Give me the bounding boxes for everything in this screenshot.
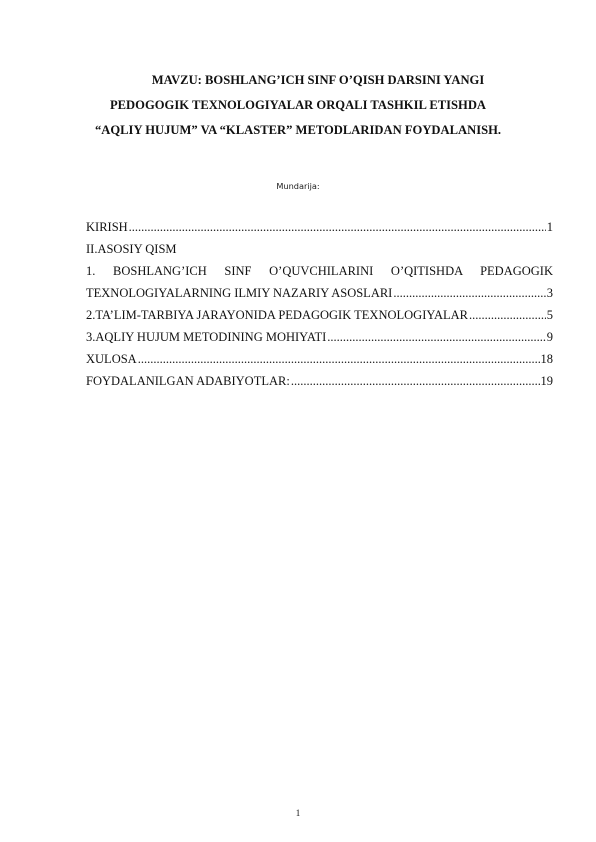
toc-page-number: 5 (546, 308, 553, 322)
toc-page-number: 3 (546, 286, 553, 300)
toc-entry-xulosa[interactable] (86, 348, 553, 370)
title-line-3: “AQLIY HUJUM” VA “KLASTER” METODLARIDAN FOYDALANISH. (94, 123, 502, 137)
title-line-2: PEDOGOGIK TEXNOLOGIYALAR ORQALI TASHKIL ETISHDA (109, 98, 487, 112)
toc-page-number: 1 (546, 220, 553, 234)
toc-leader (129, 216, 546, 238)
toc-entry-2[interactable] (86, 304, 553, 326)
table-of-contents (86, 216, 553, 392)
toc-entry-kirish[interactable] (86, 216, 553, 238)
toc-page-number: 18 (540, 352, 553, 366)
toc-entry-adabiyotlar[interactable] (86, 370, 553, 392)
contents-heading: Mundarija: (276, 181, 320, 191)
document-title (60, 68, 536, 143)
toc-entry-1-line-1[interactable]: 1. BOSHLANG’ICH SINF O’QUVCHILARINI O’QITISHDA PEDAGOGIK (86, 264, 553, 278)
toc-entry-label: II.ASOSIY QISM (86, 242, 177, 256)
toc-leader (291, 370, 540, 392)
toc-entry-asosiy-qism[interactable] (86, 238, 553, 260)
toc-entry-label: FOYDALANILGAN ADABIYOTLAR: (86, 374, 290, 388)
toc-entry-3[interactable] (86, 326, 553, 348)
toc-entry-1-line-2[interactable] (86, 282, 553, 304)
toc-leader (327, 326, 545, 348)
toc-entry-label: 2.TA’LIM-TARBIYA JARAYONIDA PEDAGOGIK TEXNOLOGIYALAR (86, 308, 469, 322)
toc-entry-label: 3.AQLIY HUJUM METODINING MOHIYATI (86, 330, 327, 344)
toc-entry-label: TEXNOLOGIYALARNING ILMIY NAZARIY ASOSLARI (86, 286, 393, 300)
toc-entry-label: KIRISH (86, 220, 128, 234)
toc-leader (138, 348, 540, 370)
toc-leader (393, 282, 545, 304)
toc-page-number: 19 (540, 374, 553, 388)
title-line-1: MAVZU: BOSHLANG’ICH SINF O’QISH DARSINI YANGI (151, 73, 485, 87)
page-number: 1 (295, 808, 301, 818)
toc-page-number: 9 (546, 330, 553, 344)
toc-leader (469, 304, 546, 326)
toc-entry-label: XULOSA (86, 352, 137, 366)
